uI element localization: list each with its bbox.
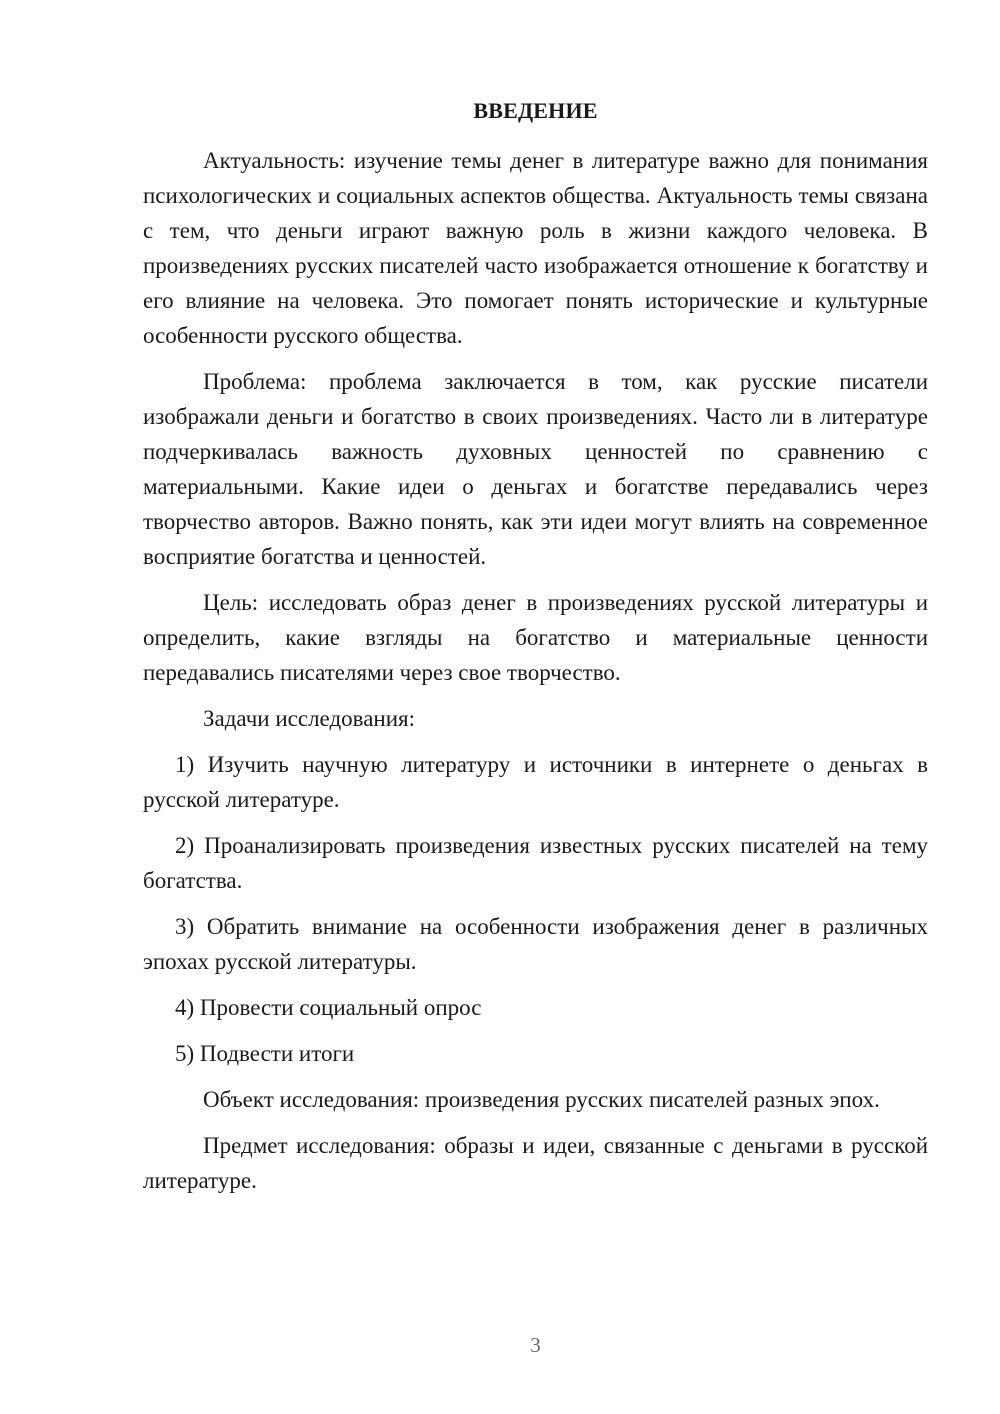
page-title: ВВЕДЕНИЕ [473, 98, 598, 123]
task-item: 2) Проанализировать произведения известных русских писателей на тему богатства. [143, 833, 928, 893]
goal-paragraph: Цель: исследовать образ денег в произведениях русской литературы и определить, какие взгляды на богатство и материальные ценности передавались писателями через свое творчество. [143, 590, 928, 685]
problem-paragraph: Проблема: проблема заключается в том, как русские писатели изображали деньги и богатство в своих произведениях. Часто ли в литературе подчеркивалась важность духовных ценностей по сравнению с материальными. Какие идеи о деньгах и богатстве передавались через творчество авторов. Важно понять, как эти идеи могут влиять на современное восприятие богатства и ценностей. [143, 369, 928, 569]
task-item: 1) Изучить научную литературу и источники в интернете о деньгах в русской литературе. [143, 752, 928, 812]
tasks-heading: Задачи исследования: [203, 706, 416, 731]
page-number: 3 [530, 1333, 541, 1357]
relevance-paragraph: Актуальность: изучение темы денег в литературе важно для понимания психологических и социальных аспектов общества. Актуальность темы связана с тем, что деньги играют важную роль в жизни каждого человека. В произведениях русских писателей часто изображается отношение к богатству и его влияние на человека. Это помогает понять исторические и культурные особенности русского общества. [143, 148, 928, 348]
document-body [143, 143, 928, 1198]
task-item: 4) Провести социальный опрос [175, 995, 482, 1020]
task-item: 5) Подвести итоги [175, 1041, 355, 1066]
subject-paragraph: Предмет исследования: образы и идеи, связанные с деньгами в русской литературе. [143, 1133, 928, 1193]
object-paragraph: Объект исследования: произведения русских писателей разных эпох. [203, 1087, 880, 1112]
task-item: 3) Обратить внимание на особенности изображения денег в различных эпохах русской литературы. [143, 914, 928, 974]
document-page [143, 0, 928, 1414]
